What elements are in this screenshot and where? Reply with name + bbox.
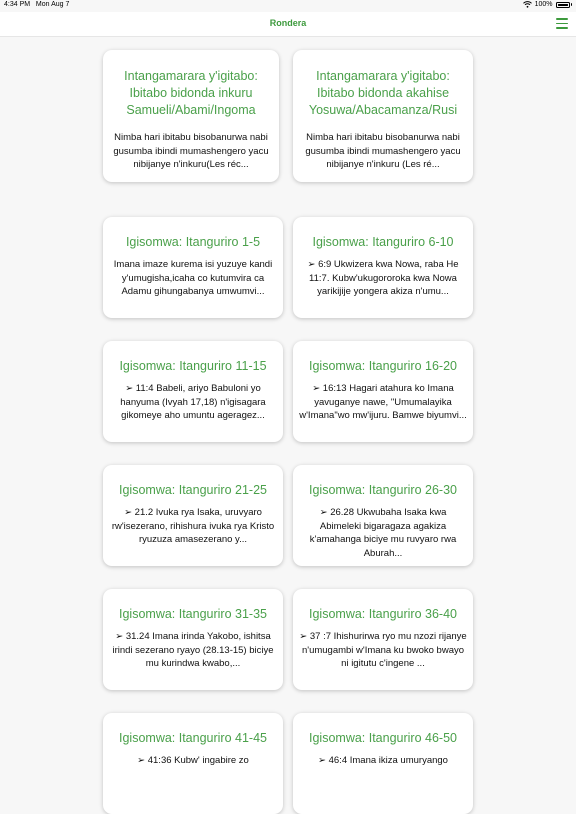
card-title: Igisomwa: Itanguriro 46-50: [309, 731, 457, 745]
article-card[interactable]: [103, 217, 283, 318]
card-excerpt: ➢ 6:9 Ukwizera kwa Nowa, raba He 11:7. Kubw'ukugororoka kwa Nowa yarikijije yongera akiza n'umu...: [307, 259, 459, 297]
card-title: Igisomwa: Itanguriro 1-5: [125, 235, 261, 249]
hamburger-menu-icon[interactable]: [556, 18, 568, 29]
card-title: Igisomwa: Itanguriro 6-10: [312, 235, 454, 249]
article-card[interactable]: [293, 50, 473, 182]
card-title: Igisomwa: Itanguriro 36-40: [309, 607, 457, 621]
article-card[interactable]: [103, 465, 283, 566]
status-date-text: Mon Aug 7: [35, 1, 70, 8]
battery-icon: [556, 2, 570, 8]
nav-title: Rondera: [269, 18, 307, 28]
article-card[interactable]: [293, 217, 473, 318]
card-excerpt: ➢ 21.2 Ivuka rya Isaka, uruvyaro rw'isezerano, rihishura ivuka rya Kristo ryuzuza amasezerano y...: [111, 507, 275, 545]
card-title: Igisomwa: Itanguriro 21-25: [119, 483, 267, 497]
card-title: Intangamarara y'igitabo: Ibitabo bidonda akahise Yosuwa/Abacamanza/Rusi: [308, 69, 458, 117]
card-excerpt: ➢ 37 :7 Ihishurirwa ryo mu nzozi rijanye n'umugambi w'Imana ku bwoko bwayo ni igitutu c'ingene ...: [299, 631, 467, 669]
card-excerpt: Nimba hari ibitabu bisobanurwa nabi gusumba ibindi mumashengero yacu nibijanye n'inkuru (Les ré...: [305, 132, 461, 170]
card-excerpt: ➢ 46:4 Imana ikiza umuryango: [318, 755, 448, 766]
card-title: Intangamarara y'igitabo: Ibitabo bidonda inkuru Samueli/Abami/Ingoma: [124, 69, 258, 117]
card-title: Igisomwa: Itanguriro 31-35: [119, 607, 267, 621]
card-excerpt: ➢ 26.28 Ukwubaha Isaka kwa Abimeleki bigaragaza agakiza k'amahanga biciye mu ruvyaro rwa Aburah...: [309, 507, 457, 559]
card-grid: [0, 37, 576, 768]
card-title: Igisomwa: Itanguriro 26-30: [309, 483, 457, 497]
card-excerpt: ➢ 41:36 Kubw' ingabire zo: [137, 755, 249, 766]
card-excerpt: Imana imaze kurema isi yuzuye kandi y'umugisha,icaha co kutumvira ca Adamu gihungabanya umwumvi...: [113, 259, 273, 297]
article-card[interactable]: [293, 713, 473, 814]
battery-cap: [571, 3, 573, 6]
status-time-text: 4:34 PM: [4, 1, 31, 8]
card-excerpt: ➢ 31.24 Imana irinda Yakobo, ishitsa irindi sezerano ryayo (28.13-15) biciye mu kurindwa kwabo,...: [112, 631, 274, 669]
article-card[interactable]: [293, 465, 473, 566]
wifi-icon: [523, 1, 532, 8]
card-excerpt: Nimba hari ibitabu bisobanurwa nabi gusumba ibindi mumashengero yacu nibijanye n'inkuru(Les réc...: [113, 132, 269, 170]
card-excerpt: ➢ 11:4 Babeli, ariyo Babuloni yo hanyuma (Ivyah 17,18) n'igisagara gikomeye aho umuntu ageragez...: [120, 383, 266, 421]
article-card[interactable]: [103, 589, 283, 690]
status-bar: [0, 0, 576, 12]
article-card[interactable]: [293, 341, 473, 442]
card-title: Igisomwa: Itanguriro 16-20: [309, 359, 457, 373]
status-right: [523, 1, 572, 8]
status-time: [4, 1, 69, 8]
article-card[interactable]: [103, 341, 283, 442]
card-title: Igisomwa: Itanguriro 11-15: [119, 359, 267, 373]
card-title: Igisomwa: Itanguriro 41-45: [119, 731, 267, 745]
card-excerpt: ➢ 16:13 Hagari atahura ko Imana yavuganye nawe, "Umumalayika w'Imana"wo mw'ijuru. Bamwe biyumvi...: [299, 383, 467, 421]
article-card[interactable]: [293, 589, 473, 690]
battery-percent: 100%: [534, 1, 553, 8]
article-card[interactable]: [103, 713, 283, 814]
navigation-bar: [0, 12, 576, 37]
article-card[interactable]: [103, 50, 279, 182]
